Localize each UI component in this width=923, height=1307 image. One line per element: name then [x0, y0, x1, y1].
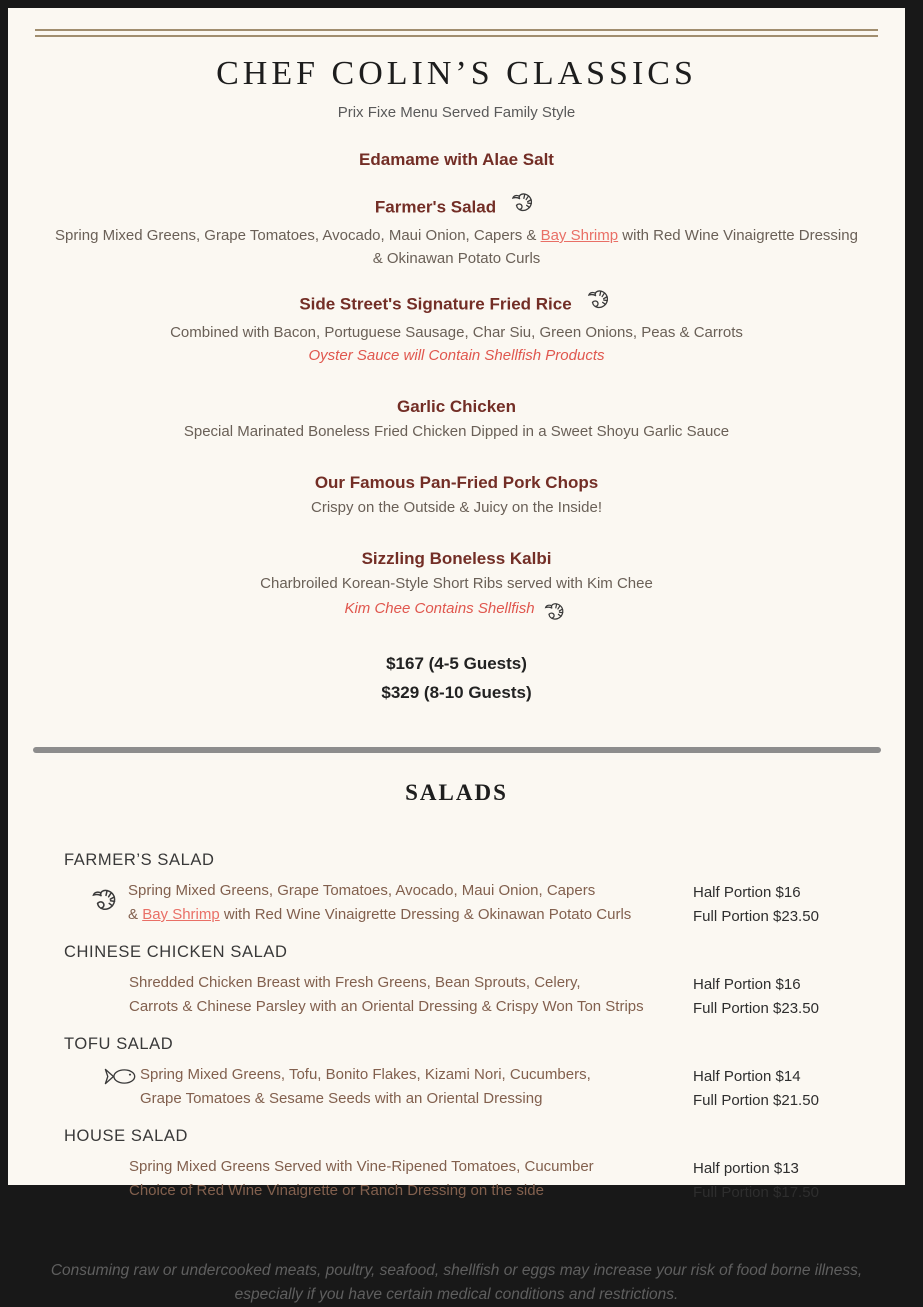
salad-name: FARMER’S SALAD [64, 851, 215, 869]
dish-garlic-chicken [8, 396, 905, 443]
salad-desc-line2: & [128, 906, 143, 923]
shrimp-icon [584, 288, 614, 316]
salad-desc-line2: Grape Tomatoes & Sesame Seeds with an Oriental Dressing [140, 1090, 543, 1107]
dish-name: Our Famous Pan-Fried Pork Chops [314, 473, 599, 492]
dish-desc: with Red Wine Vinaigrette Dressing & Okinawan Potato Curls [372, 227, 858, 267]
shrimp-icon [541, 601, 569, 627]
salad-desc-line1: Spring Mixed Greens Served with Vine-Ripened Tomatoes, Cucumber [129, 1158, 594, 1175]
salad-name: HOUSE SALAD [64, 1127, 188, 1145]
shellfish-note: Kim Chee Contains Shellfish [344, 599, 535, 617]
salad-desc-line1: Spring Mixed Greens, Grape Tomatoes, Avocado, Maui Onion, Capers [128, 882, 596, 899]
half-portion-price: Half Portion $14 [693, 1068, 801, 1085]
prix-fixe-section [8, 54, 905, 707]
pricing-block [8, 649, 905, 707]
bay-shrimp-link[interactable]: Bay Shrimp [540, 227, 619, 244]
salad-desc-line2-rest: with Red Wine Vinaigrette Dressing & Okinawan Potato Curls [219, 906, 632, 923]
fish-icon [104, 1065, 138, 1088]
half-portion-price: Half Portion $16 [693, 884, 801, 901]
salad-desc-line1: Shredded Chicken Breast with Fresh Greens, Bean Sprouts, Celery, [129, 974, 581, 991]
salad-item-tofu [8, 1033, 905, 1113]
dish-desc: Special Marinated Boneless Fried Chicken Dipped in a Sweet Shoyu Garlic Sauce [183, 423, 730, 440]
salads-list [8, 849, 905, 1205]
page-subtitle: Prix Fixe Menu Served Family Style [337, 104, 576, 121]
dish-kalbi [8, 548, 905, 622]
shrimp-icon [508, 191, 538, 219]
half-portion-price: Half portion $13 [693, 1160, 799, 1177]
page-title: CHEF COLIN’S CLASSICS [216, 55, 697, 92]
half-portion-price: Half Portion $16 [693, 976, 801, 993]
menu-page [8, 8, 905, 1303]
price-tier-2: $329 (8-10 Guests) [381, 683, 532, 702]
dish-name: Farmer's Salad [374, 197, 497, 217]
salad-desc-line1: Spring Mixed Greens, Tofu, Bonito Flakes, Kizami Nori, Cucumbers, [140, 1066, 591, 1083]
salad-item-house [8, 1125, 905, 1205]
salad-item-chinese-chicken [8, 941, 905, 1021]
salads-heading: SALADS [405, 780, 508, 805]
salad-desc-line2: Choice of Red Wine Vinaigrette or Ranch Dressing on the side [129, 1182, 544, 1199]
salad-item-farmers [8, 849, 905, 929]
full-portion-price: Full Portion $23.50 [693, 1000, 819, 1017]
dish-desc: Crispy on the Outside & Juicy on the Inside! [311, 499, 602, 516]
dish-name: Sizzling Boneless Kalbi [361, 549, 552, 568]
dish-pork-chops [8, 472, 905, 519]
salad-name: CHINESE CHICKEN SALAD [64, 943, 288, 961]
top-double-rule [35, 29, 878, 37]
full-portion-price: Full Portion $21.50 [693, 1092, 819, 1109]
dish-name: Side Street's Signature Fried Rice [299, 294, 572, 314]
bay-shrimp-link[interactable]: Bay Shrimp [142, 906, 220, 923]
dish-fried-rice [8, 291, 905, 367]
dish-edamame [8, 149, 905, 171]
full-portion-price: Full Portion $17.50 [693, 1184, 819, 1201]
salad-name: TOFU SALAD [64, 1035, 174, 1053]
dish-name: Garlic Chicken [396, 397, 517, 416]
section-divider [33, 747, 881, 753]
dish-desc: Combined with Bacon, Portuguese Sausage, Char Siu, Green Onions, Peas & Carrots [170, 324, 743, 341]
allergy-disclaimer: Consuming raw or undercooked meats, poultry, seafood, shellfish or eggs may increase your risk of food borne illness, especially if you have certain medical conditions and restrictions. [50, 1262, 863, 1303]
full-portion-price: Full Portion $23.50 [693, 908, 819, 925]
dish-desc: Charbroiled Korean-Style Short Ribs served with Kim Chee [260, 575, 653, 592]
price-tier-1: $167 (4-5 Guests) [386, 654, 527, 673]
shrimp-icon [88, 887, 122, 919]
dish-farmers-salad [8, 194, 905, 270]
dish-name: Edamame with Alae Salt [359, 150, 554, 169]
salad-desc-line2: Carrots & Chinese Parsley with an Oriental Dressing & Crispy Won Ton Strips [129, 998, 644, 1015]
dish-desc: Spring Mixed Greens, Grape Tomatoes, Avocado, Maui Onion, Capers & [55, 227, 541, 244]
shellfish-note: Oyster Sauce will Contain Shellfish Products [308, 347, 605, 364]
